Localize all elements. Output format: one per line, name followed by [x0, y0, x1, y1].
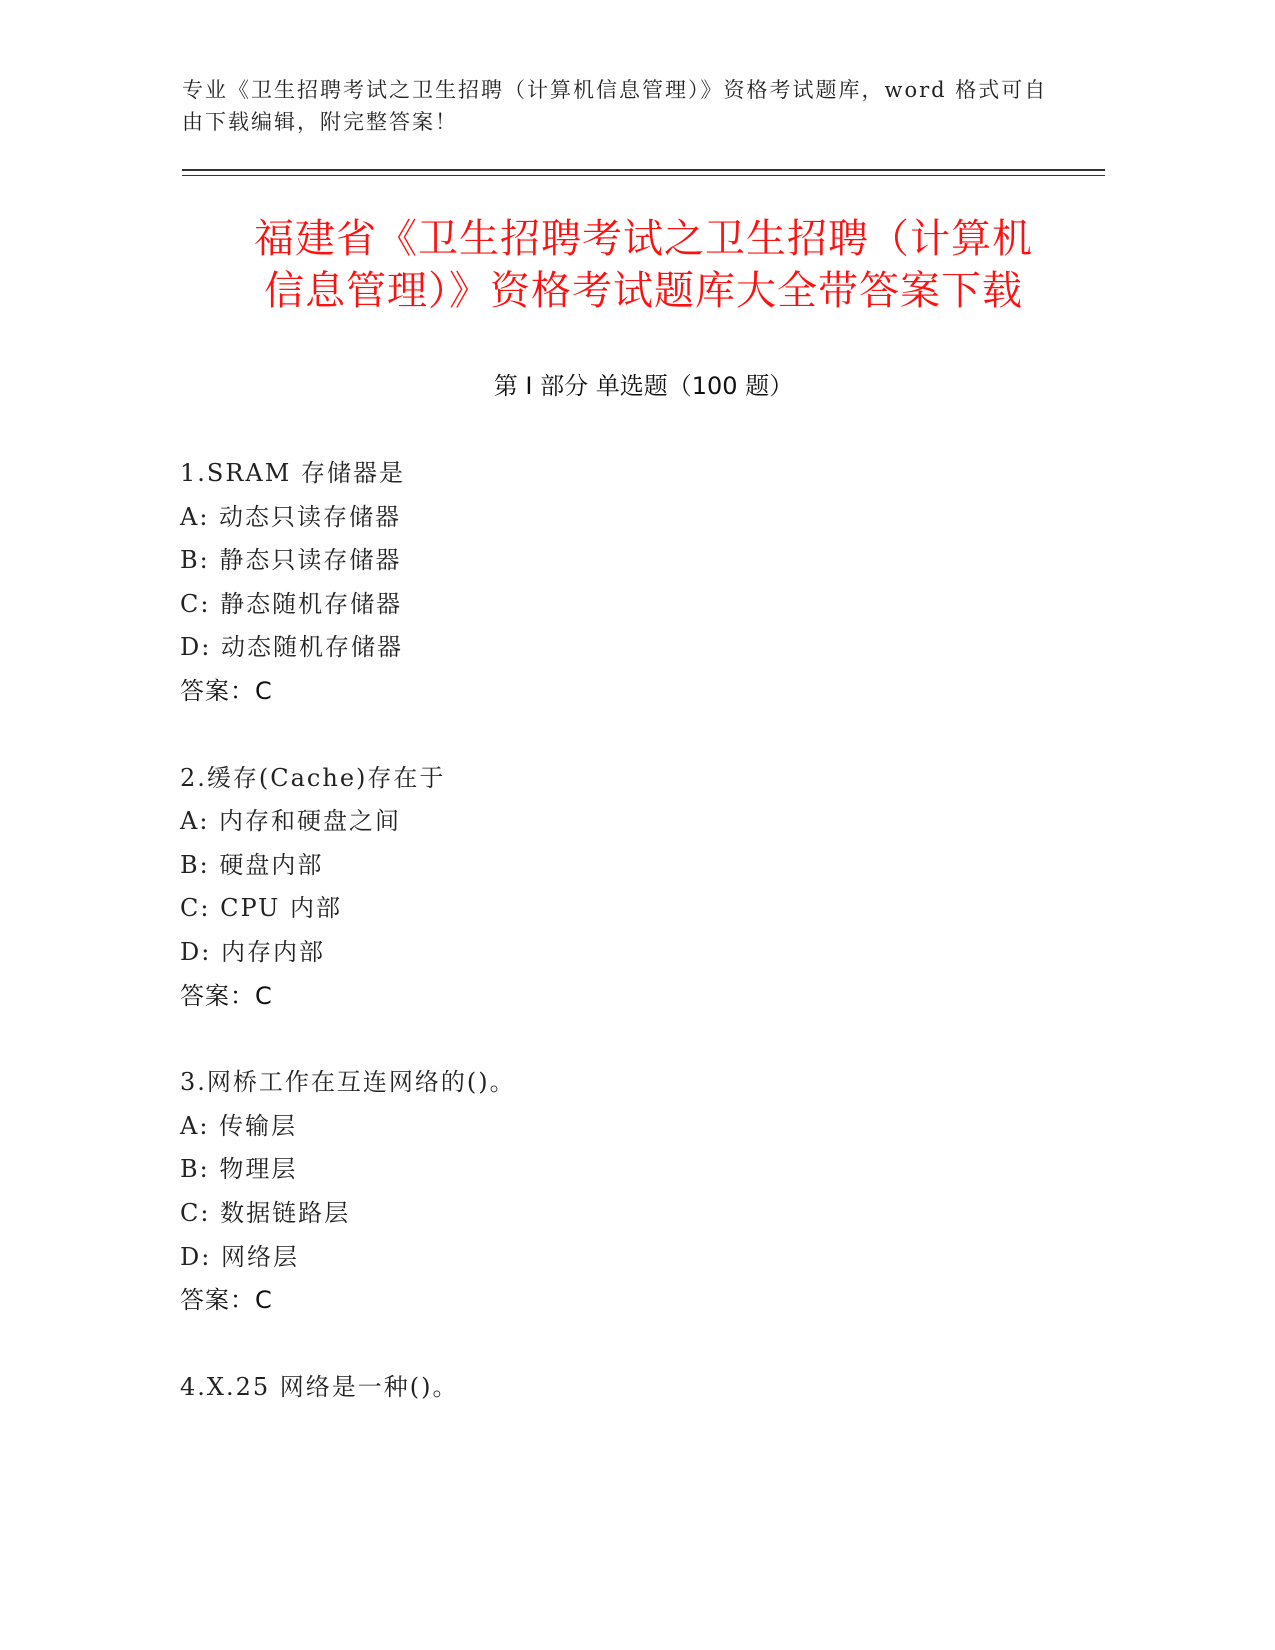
- header-note: 专业《卫生招聘考试之卫生招聘（计算机信息管理）》资格考试题库，word 格式可自由下载编辑，附完整答案！: [182, 78, 1048, 134]
- answer-line: 答案：C: [180, 981, 273, 1010]
- option-d: D: 网络层: [180, 1242, 299, 1271]
- question-list: [180, 452, 1080, 1452]
- answer-line: 答案：C: [180, 676, 273, 705]
- option-a: A: 动态只读存储器: [180, 502, 402, 531]
- option-c: C: CPU 内部: [180, 894, 343, 923]
- option-d: D: 内存内部: [180, 937, 325, 966]
- option-d: D: 动态随机存储器: [180, 633, 403, 662]
- question-stem: 2.缓存(Cache)存在于: [180, 763, 446, 792]
- question-3: [180, 1061, 1080, 1323]
- question-stem: 3.网桥工作在互连网络的()。: [180, 1068, 516, 1097]
- option-b: B: 静态只读存储器: [180, 546, 402, 575]
- question-stem: 1.SRAM 存储器是: [180, 459, 405, 487]
- answer-line: 答案：C: [180, 1286, 273, 1315]
- question-stem: 4.X.25 网络是一种()。: [180, 1372, 459, 1401]
- section-title: 第 I 部分 单选题（100 题）: [493, 372, 794, 400]
- option-a: A: 内存和硬盘之间: [180, 807, 402, 836]
- option-b: B: 物理层: [180, 1155, 298, 1184]
- option-b: B: 硬盘内部: [180, 850, 324, 879]
- option-c: C: 数据链路层: [180, 1198, 351, 1227]
- header-divider-thick: [182, 169, 1105, 171]
- header-divider-thin: [182, 175, 1105, 176]
- question-1: [180, 452, 1080, 714]
- question-2: [180, 757, 1080, 1019]
- question-4: [180, 1366, 1080, 1410]
- document-title: [182, 213, 1105, 317]
- option-c: C: 静态随机存储器: [180, 589, 403, 618]
- option-a: A: 传输层: [180, 1111, 298, 1140]
- document-title-line-2: 信息管理）》资格考试题库大全带答案下载: [264, 268, 1023, 314]
- document-title-line-1: 福建省《卫生招聘考试之卫生招聘（计算机: [254, 216, 1033, 262]
